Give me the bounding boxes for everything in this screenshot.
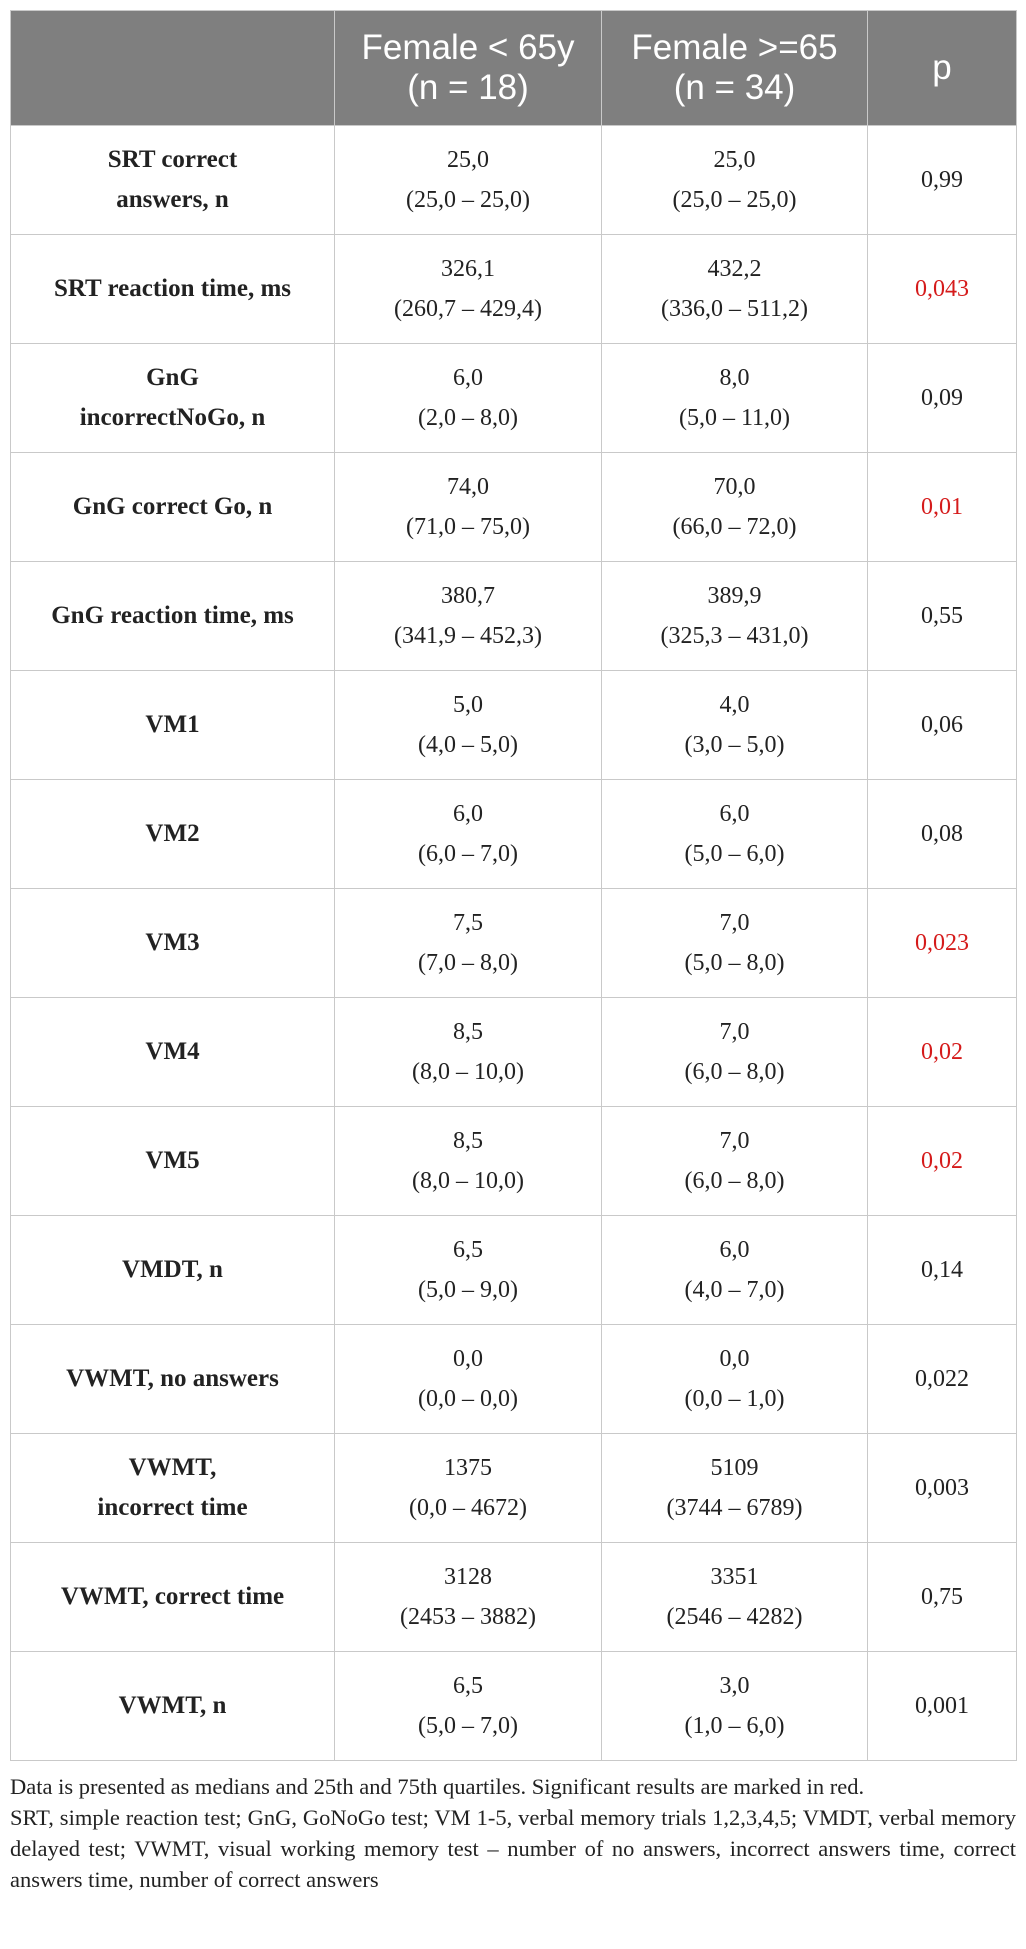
median-value: 25,0 [447,147,489,173]
cell-female-under-65 [335,1434,602,1543]
row-label-line: VMDT, n [122,1256,223,1283]
row-label [11,562,335,671]
header-empty-cell [11,11,335,126]
median-value: 6,5 [453,1673,483,1699]
header-female-65-plus-title: Female >=65 [631,28,838,67]
results-table-container [10,10,1016,1761]
cell-p-value: 0,043 [868,235,1017,344]
cell-female-under-65 [335,126,602,235]
row-label [11,235,335,344]
header-female-under-65-title: Female < 65y [361,28,575,67]
quartile-range: (6,0 – 8,0) [684,1059,785,1085]
header-female-under-65 [335,11,602,126]
quartile-range: (325,3 – 431,0) [660,623,809,649]
table-row [11,1107,1017,1216]
quartile-range: (2546 – 4282) [666,1604,803,1630]
cell-p-value: 0,75 [868,1543,1017,1652]
quartile-range: (25,0 – 25,0) [406,187,530,213]
table-row [11,671,1017,780]
cell-female-65-plus [602,562,868,671]
cell-p-value: 0,023 [868,889,1017,998]
cell-female-65-plus [602,1107,868,1216]
quartile-range: (0,0 – 1,0) [684,1386,785,1412]
cell-female-65-plus [602,671,868,780]
cell-female-65-plus [602,889,868,998]
cell-female-65-plus [602,1216,868,1325]
table-header-row [11,11,1017,126]
median-value: 74,0 [447,474,489,500]
cell-female-under-65 [335,780,602,889]
median-value: 6,0 [453,801,483,827]
header-female-65-plus-n: (n = 34) [673,68,796,107]
cell-female-65-plus [602,344,868,453]
cell-female-under-65 [335,1107,602,1216]
row-label-line: VM4 [145,1038,200,1065]
median-value: 25,0 [713,147,756,173]
cell-female-65-plus [602,998,868,1107]
quartile-range: (6,0 – 8,0) [684,1168,785,1194]
median-value: 380,7 [441,583,495,609]
quartile-range: (2,0 – 8,0) [418,405,518,431]
quartile-range: (6,0 – 7,0) [418,841,518,867]
median-value: 8,0 [719,365,750,391]
cell-p-value: 0,14 [868,1216,1017,1325]
quartile-range: (3,0 – 5,0) [684,732,785,758]
cell-female-65-plus [602,1652,868,1761]
quartile-range: (66,0 – 72,0) [672,514,797,540]
table-row [11,1543,1017,1652]
quartile-range: (5,0 – 8,0) [684,950,785,976]
table-row [11,126,1017,235]
cell-female-65-plus [602,780,868,889]
quartile-range: (341,9 – 452,3) [394,623,542,649]
quartile-range: (5,0 – 9,0) [418,1277,518,1303]
cell-p-value: 0,08 [868,780,1017,889]
median-value: 7,0 [719,1128,750,1154]
cell-p-value: 0,02 [868,1107,1017,1216]
quartile-range: (336,0 – 511,2) [660,296,809,322]
quartile-range: (260,7 – 429,4) [394,296,542,322]
quartile-range: (3744 – 6789) [666,1495,803,1521]
quartile-range: (25,0 – 25,0) [672,187,797,213]
header-female-under-65-n: (n = 18) [407,68,529,107]
quartile-range: (8,0 – 10,0) [412,1168,524,1194]
row-label-line: VM5 [145,1147,200,1174]
cell-female-under-65 [335,453,602,562]
median-value: 6,0 [719,801,750,827]
median-value: 70,0 [713,474,756,500]
median-value: 7,0 [719,1019,750,1045]
row-label-line: SRT reaction time, ms [53,275,292,302]
cell-female-65-plus [602,126,868,235]
row-label [11,1652,335,1761]
cell-p-value: 0,55 [868,562,1017,671]
quartile-range: (4,0 – 5,0) [418,732,518,758]
quartile-range: (5,0 – 6,0) [684,841,785,867]
row-label-line: VWMT, no answers [66,1365,279,1392]
quartile-range: (5,0 – 7,0) [418,1713,518,1739]
cell-female-under-65 [335,235,602,344]
cell-p-value: 0,001 [868,1652,1017,1761]
cell-female-65-plus [602,1325,868,1434]
median-value: 5109 [710,1455,759,1481]
row-label [11,1216,335,1325]
row-label-line: VM2 [145,820,200,847]
row-label-line: SRT correct [107,146,238,173]
table-row [11,344,1017,453]
table-body [11,126,1017,1761]
table-row [11,1325,1017,1434]
median-value: 7,0 [719,910,750,936]
row-label [11,344,335,453]
median-value: 8,5 [453,1128,483,1154]
median-value: 7,5 [453,910,483,936]
cell-female-65-plus [602,1543,868,1652]
row-label [11,671,335,780]
median-value: 6,5 [453,1237,483,1263]
table-row [11,1216,1017,1325]
cell-female-under-65 [335,671,602,780]
row-label-line: GnG reaction time, ms [51,602,294,629]
quartile-range: (71,0 – 75,0) [406,514,530,540]
median-value: 3128 [444,1564,492,1590]
row-label [11,1543,335,1652]
row-label-line: VM1 [145,711,200,738]
quartile-range: (7,0 – 8,0) [418,950,518,976]
median-value: 1375 [444,1455,492,1481]
row-label [11,998,335,1107]
median-value: 3,0 [719,1673,750,1699]
quartile-range: (4,0 – 7,0) [684,1277,785,1303]
footnote-abbreviations: SRT, simple reaction test; GnG, GoNoGo test; VM 1-5, verbal memory trials 1,2,3,4,5; VMDT, verbal memory delayed test; VWMT, visual working memory test – number of no answers, incorrect answers time, correct answers time, number of correct answers [10,1805,1016,1892]
cell-female-under-65 [335,1325,602,1434]
table-row [11,1652,1017,1761]
cell-female-65-plus [602,453,868,562]
row-label [11,1325,335,1434]
row-label [11,889,335,998]
row-label-line: VM3 [145,929,200,956]
quartile-range: (2453 – 3882) [400,1604,536,1630]
table-row [11,780,1017,889]
cell-p-value: 0,06 [868,671,1017,780]
median-value: 6,0 [453,365,483,391]
median-value: 326,1 [441,256,495,282]
quartile-range: (8,0 – 10,0) [412,1059,524,1085]
median-value: 0,0 [719,1346,750,1372]
median-value: 0,0 [453,1346,483,1372]
table-row [11,1434,1017,1543]
row-label [11,126,335,235]
cell-female-65-plus [602,235,868,344]
cell-p-value: 0,003 [868,1434,1017,1543]
table-row [11,562,1017,671]
table-row [11,453,1017,562]
cell-female-under-65 [335,889,602,998]
cell-female-65-plus [602,1434,868,1543]
median-value: 5,0 [453,692,483,718]
cell-p-value: 0,01 [868,453,1017,562]
quartile-range: (0,0 – 4672) [409,1495,527,1521]
quartile-range: (1,0 – 6,0) [684,1713,785,1739]
row-label-line: incorrect time [97,1494,248,1521]
median-value: 432,2 [707,256,762,282]
cell-female-under-65 [335,1543,602,1652]
cell-female-under-65 [335,344,602,453]
row-label-line: GnG correct Go, n [72,493,273,520]
footnote-data-description: Data is presented as medians and 25th and 75th quartiles. Significant results are marked in red. [10,1774,865,1799]
row-label-line: incorrectNoGo, n [79,404,266,431]
cell-female-under-65 [335,1652,602,1761]
row-label [11,1434,335,1543]
row-label [11,453,335,562]
quartile-range: (0,0 – 0,0) [418,1386,518,1412]
median-value: 389,9 [707,583,762,609]
header-p-value: p [868,11,1017,126]
cell-female-under-65 [335,562,602,671]
cell-p-value: 0,09 [868,344,1017,453]
row-label-line: answers, n [116,186,229,213]
row-label [11,780,335,889]
median-value: 8,5 [453,1019,483,1045]
row-label-line: GnG [146,364,199,391]
cell-p-value: 0,022 [868,1325,1017,1434]
cell-female-under-65 [335,1216,602,1325]
quartile-range: (5,0 – 11,0) [678,405,791,431]
cell-p-value: 0,02 [868,998,1017,1107]
cell-p-value: 0,99 [868,126,1017,235]
table-row [11,235,1017,344]
row-label-line: VWMT, n [118,1692,227,1719]
table-row [11,998,1017,1107]
median-value: 4,0 [719,692,750,718]
table-footnotes [10,1771,1016,1895]
results-table [10,10,1017,1761]
median-value: 6,0 [719,1237,750,1263]
table-row [11,889,1017,998]
row-label [11,1107,335,1216]
row-label-line: VWMT, [128,1454,217,1481]
row-label-line: VWMT, correct time [60,1583,285,1610]
median-value: 3351 [710,1564,759,1590]
cell-female-under-65 [335,998,602,1107]
header-female-65-plus [602,11,868,126]
